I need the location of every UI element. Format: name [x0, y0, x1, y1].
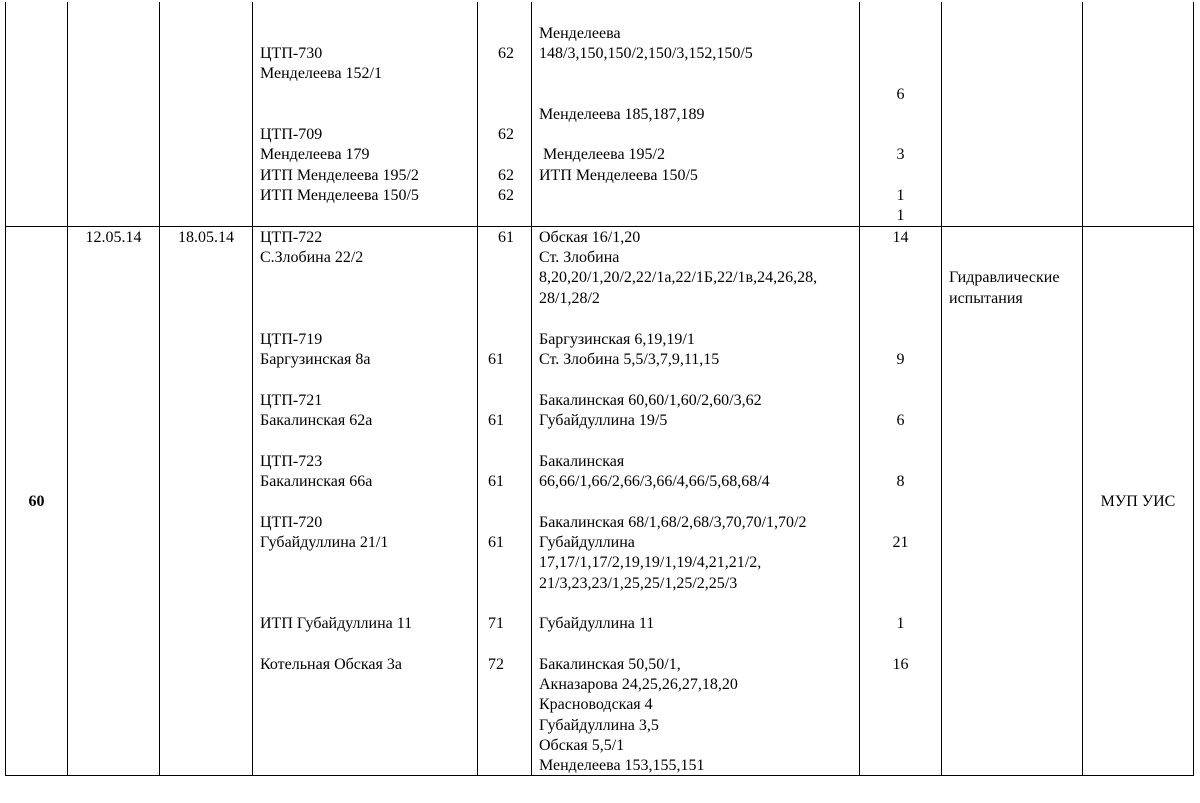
grid-line — [67, 2, 68, 776]
address-line: Обская 5,5/1 — [539, 737, 625, 754]
code-cell: 61 — [488, 351, 504, 368]
address-line: 21/3,23,23/1,25,25/1,25/2,25/3 — [539, 575, 738, 592]
code-cell: 72 — [488, 656, 504, 673]
address-line: Бакалинская 68/1,68/2,68/3,70,70/1,70/2 — [539, 514, 807, 531]
address-line: Губайдуллина 3,5 — [539, 717, 659, 734]
code-cell: 61 — [488, 473, 504, 490]
code-cell: 71 — [488, 615, 504, 632]
station-name: ИТП Менделеева 195/2 — [260, 167, 419, 184]
count-cell: 3 — [896, 146, 905, 163]
count-cell: 6 — [896, 412, 905, 429]
count-cell: 1 — [896, 187, 905, 204]
station-address: Губайдуллина 21/1 — [260, 534, 389, 551]
work-type: испытания — [949, 290, 1023, 307]
count-cell: 1 — [896, 207, 905, 224]
station-address: Баргузинская 8а — [260, 351, 371, 368]
station-name: ЦТП-730 — [260, 45, 323, 62]
grid-line — [1193, 2, 1194, 776]
station-address: Менделеева 152/1 — [260, 65, 382, 82]
address-line: 28/1,28/2 — [539, 290, 600, 307]
code-cell: 61 — [488, 412, 504, 429]
count-cell: 16 — [892, 656, 909, 673]
station-address: Бакалинская 66а — [260, 473, 373, 490]
station-name: ИТП Губайдуллина 11 — [260, 615, 413, 632]
address-line: Губайдуллина 19/5 — [539, 412, 668, 429]
address-line: Губайдуллина 11 — [539, 615, 655, 632]
grid-line — [5, 226, 1194, 227]
code-cell: 61 — [488, 534, 504, 551]
address-line: Бакалинская 50,50/1, — [539, 656, 681, 673]
address-line: 17,17/1,17/2,19,19/1,19/4,21,21/2, — [539, 554, 762, 571]
code-cell: 62 — [498, 45, 514, 62]
address-line: Акназарова 24,25,26,27,18,20 — [539, 676, 738, 693]
station-name: ЦТП-719 — [260, 331, 323, 348]
count-cell: 9 — [896, 351, 905, 368]
station-address: Менделеева 179 — [260, 146, 370, 163]
address-line: Красноводская 4 — [539, 696, 653, 713]
count-cell: 8 — [896, 473, 905, 490]
station-name: ЦТП-720 — [260, 514, 323, 531]
grid-line — [5, 2, 6, 776]
address-line: Менделеева 185,187,189 — [539, 106, 705, 123]
address-line: Губайдуллина — [539, 534, 635, 551]
address-line: Бакалинская 60,60/1,60/2,60/3,62 — [539, 392, 762, 409]
address-line: Ст. Злобина — [539, 249, 620, 266]
code-cell: 62 — [498, 126, 514, 143]
address-line: Бакалинская — [539, 453, 625, 470]
count-cell: 6 — [896, 86, 905, 103]
station-name: ЦТП-722 — [260, 229, 323, 246]
code-cell: 62 — [498, 167, 514, 184]
count-cell: 1 — [896, 615, 905, 632]
address-line: Менделеева 195/2 — [539, 146, 665, 163]
date-start: 12.05.14 — [85, 229, 142, 246]
grid-line — [941, 2, 942, 776]
grid-line — [531, 2, 532, 776]
address-line: Ст. Злобина 5,5/3,7,9,11,15 — [539, 351, 720, 368]
work-type: Гидравлические — [949, 269, 1060, 286]
organization: МУП УИС — [1100, 493, 1176, 510]
grid-line — [1082, 2, 1083, 776]
station-name: ЦТП-723 — [260, 453, 323, 470]
address-line: Менделеева 153,155,151 — [539, 757, 705, 774]
code-cell: 61 — [498, 229, 514, 246]
station-name: ЦТП-721 — [260, 392, 323, 409]
code-cell: 62 — [498, 187, 514, 204]
count-cell: 21 — [892, 534, 909, 551]
grid-line — [252, 2, 253, 776]
address-line: Обская 16/1,20 — [539, 229, 641, 246]
station-address: С.Злобина 22/2 — [260, 249, 364, 266]
count-cell: 14 — [892, 229, 909, 246]
date-end: 18.05.14 — [178, 229, 234, 246]
station-address: Бакалинская 62а — [260, 412, 373, 429]
grid-line — [159, 2, 160, 776]
address-line: 8,20,20/1,20/2,22/1а,22/1Б,22/1в,24,26,28, — [539, 269, 818, 286]
station-name: Котельная Обская 3а — [260, 656, 402, 673]
address-line: 66,66/1,66/2,66/3,66/4,66/5,68,68/4 — [539, 473, 770, 490]
address-line: Менделеева — [539, 25, 621, 42]
row-number: 60 — [28, 493, 45, 510]
address-line: Баргузинская 6,19,19/1 — [539, 331, 695, 348]
station-name: ИТП Менделеева 150/5 — [260, 187, 419, 204]
address-line: 148/3,150,150/2,150/3,152,150/5 — [539, 45, 753, 62]
station-name: ЦТП-709 — [260, 126, 323, 143]
address-line: ИТП Менделеева 150/5 — [539, 167, 698, 184]
